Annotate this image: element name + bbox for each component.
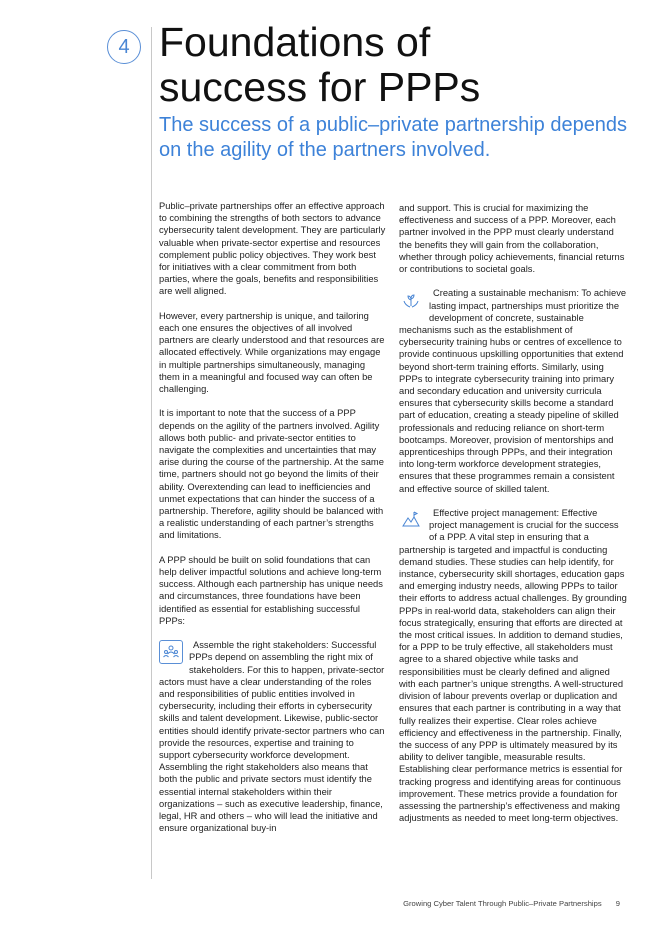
title-line-1: Foundations of <box>159 19 431 65</box>
page-title <box>159 20 619 110</box>
section-body: Successful PPPs depend on assembling the right mix of stakeholders. For this to happen, private-sector actors must have a clear understanding of the roles and responsibilities of public entities involved in cybersecurity, including their efforts in cybersecurity skills and talent development. Likewise, public-sector entities should identify private-sector partners who can provide the resources, expertise and training to support cybersecurity workforce development. Assembling the right stakeholders also means that both the public and private sectors must identify the essential internal stakeholders within their organizations – such as executive leadership, finance, legal, HR and others – who will lead the initiative and ensure organizational buy-in <box>159 640 385 834</box>
page-footer <box>403 899 620 908</box>
page-number: 9 <box>615 899 620 908</box>
paragraph: However, every partnership is unique, and tailoring each one ensures the objectives of all involved partners are clearly understood and that resources are allocated effectively. While organizations may engage in multiple partnerships simultaneously, managing them in a meaningful and focused way can often be challenging. <box>159 310 385 395</box>
paragraph: Public–private partnerships offer an effective approach to combining the strengths of both sectors to advance cybersecurity talent development. They are particularly valuable when private-sector expertise and resources complement public policy objectives. They work best for initiatives with a clear commitment from both parties, where the goals, benefits and responsibilities are well aligned. <box>159 201 386 297</box>
chapter-number: 4 <box>118 35 130 58</box>
plant-hands-icon <box>399 288 423 312</box>
paragraph: A PPP should be built on solid foundations that can help deliver impactful solutions and achieve long-term success. Although each partnership has unique needs and circumstances, three foundations have been identified as essential for establishing successful PPPs: <box>159 554 383 626</box>
section-heading: Effective project management: Effective <box>433 508 598 519</box>
vertical-divider <box>151 27 152 879</box>
section-sustainable <box>399 287 627 494</box>
page-subtitle: The success of a public–private partnership depends on the agility of the partners involved. <box>159 114 628 161</box>
section-body: project management is crucial for the success of a PPP. A vital step in ensuring that a partnership is targeted and impactful is conducting demand studies. These studies can help identify, for instance, cybersecurity skill shortages, education gaps and emerging industry needs, allowing PPPs to tailor their efforts to address actual challenges. By grounding PPPs in real-world data, stakeholders can align their focus strategically, ensuring that efforts are directed at the most critical issues. In addition to demand studies, for a PPP to be truly effective, all stakeholders must agree to a shared objective while tasks and responsibilities must be clearly defined and aligned with each partner’s unique strengths. A well-structured division of labour prevents overlap or duplication and ensures that each partner is contributing in a way that fully realizes their expertise. Clear roles achieve efficiency and effectiveness in the partnership. Finally, the success of any PPP is ultimately measured by its ability to deliver tangible, measurable results. Establishing clear performance metrics is essential for tracking progress and identifying areas for continuous improvement. These metrics provide a foundation for assessing the partnership’s effectiveness and making adjustments as needed to meet long-term objectives. <box>399 520 627 824</box>
section-project-management <box>399 507 627 824</box>
left-column <box>159 200 387 835</box>
paragraph: and support. This is crucial for maximizing the effectiveness and success of a PPP. Moreover, each partner involved in the PPP must clearly understand the benefits they will gain from the collaboration, whether through policy achievements, financial returns or contributions to societal goals. <box>399 203 625 275</box>
people-group-icon <box>159 640 183 664</box>
footer-report-title: Growing Cyber Talent Through Public–Private Partnerships <box>403 899 602 908</box>
section-stakeholders <box>159 639 387 834</box>
section-body: achieve lasting impact, partnerships must prioritize the development of concrete, sustainable mechanisms such as the establishment of cybersecurity training hubs or centres of excellence to provide continuous upskilling opportunities that extend beyond short-term training efforts. Similarly, using PPPs to integrate cybersecurity training into primary and secondary education and university curricula ensures that cybersecurity skills become a standard part of education, creating a steady pipeline of skilled professionals and reducing reliance on short-term bootcamps. Moreover, provision of mentorships and apprenticeships through PPPs, and their integration into long-term workforce development strategies, ensures that these programmes remain a consistent and effective source of skilled talent. <box>399 288 627 494</box>
paragraph: It is important to note that the success of a PPP depends on the agility of the partners involved. Agility allows both public- and private-sector entities to navigate the complexities and uncertainties that may arise during the course of the partnership. At the same time, partners should not go beyond the limits of their ability. Overextending can lead to inefficiencies and unmet expectations that can hinder the success of a partnership. Therefore, agility should be balanced with a realistic understanding of each partner’s strengths and limitations. <box>159 408 384 541</box>
right-column <box>399 202 627 824</box>
mountain-flag-icon <box>399 508 423 532</box>
title-line-2: success for PPPs <box>159 64 481 110</box>
section-heading: Creating a sustainable mechanism: To <box>433 288 592 299</box>
chapter-number-badge <box>107 30 141 64</box>
section-heading: Assemble the right stakeholders: <box>193 640 329 651</box>
